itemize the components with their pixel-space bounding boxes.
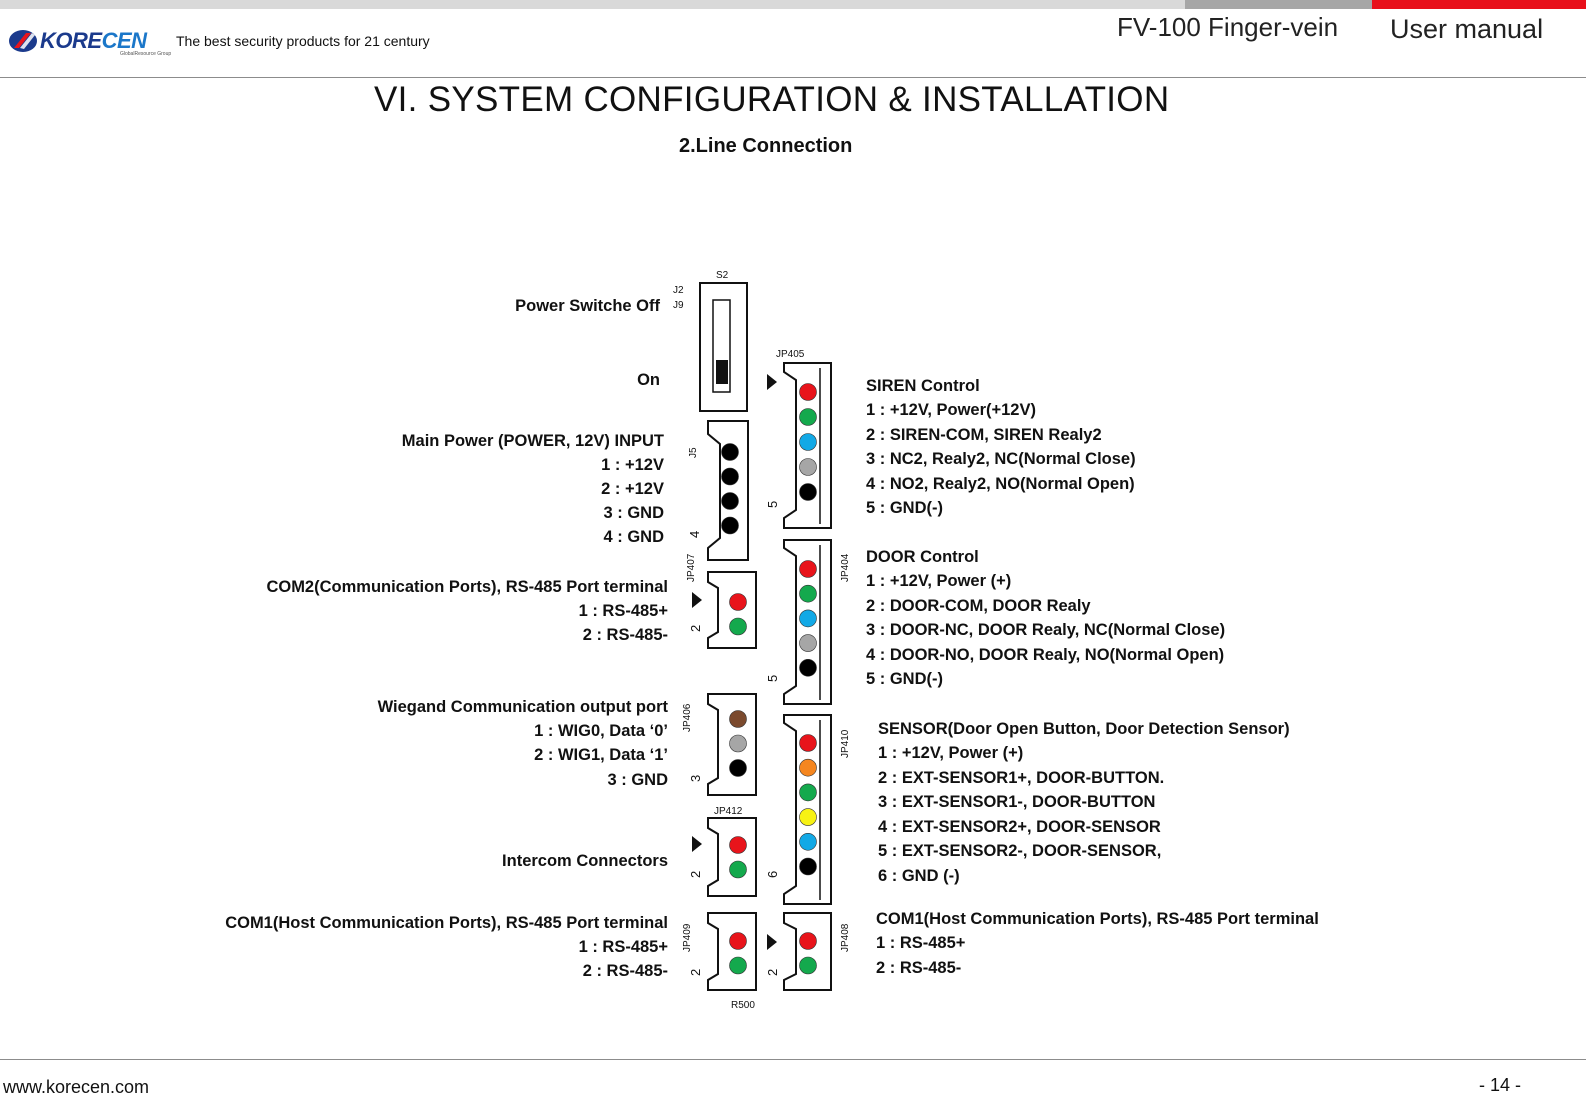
com1-left-title: COM1(Host Communication Ports), RS-485 Port terminal [225, 914, 668, 932]
siren-line-3: 3 : NC2, Realy2, NC(Normal Close) [866, 450, 1136, 468]
com2-connector [708, 572, 756, 648]
jp408-pin-1 [800, 933, 817, 950]
section-subtitle: 2.Line Connection [679, 135, 853, 157]
sensor-ref: JP410 [840, 729, 851, 758]
j5-pin-1 [722, 444, 739, 461]
wiegand-ref: JP406 [682, 703, 693, 732]
siren-line-2: 2 : SIREN-COM, SIREN Realy2 [866, 426, 1102, 444]
com1-left-connector [708, 913, 756, 990]
main-power-ref: J5 [688, 447, 699, 458]
intercom-ref: JP412 [714, 806, 743, 817]
jp404-pin-5 [800, 659, 817, 676]
com1-left-ref: JP409 [682, 923, 693, 952]
jp405-pin-5 [800, 484, 817, 501]
j5-pin-3 [722, 493, 739, 510]
com1-left-line-2: 2 : RS-485- [582, 962, 668, 980]
jp405-pin-3 [800, 434, 817, 451]
jp410-pin-4 [800, 809, 817, 826]
jp407-pin-2 [730, 618, 747, 635]
com1-right-line-2: 2 : RS-485- [876, 959, 962, 977]
jp410-pin-2 [800, 759, 817, 776]
wiegand-line-2: 2 : WIG1, Data ‘1’ [534, 746, 668, 764]
door-line-4: 4 : DOOR-NO, DOOR Realy, NO(Normal Open) [866, 646, 1225, 664]
main-power-title: Main Power (POWER, 12V) INPUT [401, 432, 664, 450]
switch-off-label: Power Switche Off [515, 297, 660, 315]
switch-ref-label: S2 [716, 270, 729, 281]
main-power-line-3: 3 : GND [603, 504, 664, 522]
jp406-pin-1 [730, 711, 747, 728]
com1-right-connector [784, 913, 831, 990]
door-line-2: 2 : DOOR-COM, DOOR Realy [866, 597, 1091, 615]
jp407-pin-1 [730, 594, 747, 611]
sensor-line-1: 1 : +12V, Power (+) [878, 744, 1024, 762]
jp406-pin-2 [730, 735, 747, 752]
com1-right-ref: JP408 [840, 923, 851, 952]
siren-line-4: 4 : NO2, Realy2, NO(Normal Open) [866, 475, 1135, 493]
switch-on-label: On [637, 371, 660, 389]
main-power-line-1: 1 : +12V [601, 456, 664, 474]
siren-pin1-marker [767, 374, 777, 390]
sensor-pincount: 6 [765, 870, 780, 878]
com1-left-line-1: 1 : RS-485+ [578, 938, 668, 956]
door-ref: JP404 [840, 553, 851, 582]
jp410-pin-1 [800, 735, 817, 752]
footer-website: www.korecen.com [3, 1077, 150, 1097]
main-power-line-2: 2 : +12V [601, 480, 664, 498]
com2-line-2: 2 : RS-485- [582, 626, 668, 644]
jp410-pin-6 [800, 858, 817, 875]
main-power-connector [708, 421, 748, 560]
jp404-pin-2 [800, 585, 817, 602]
wiegand-line-3: 3 : GND [607, 771, 668, 789]
com1-right-line-1: 1 : RS-485+ [876, 934, 966, 952]
siren-pincount: 5 [765, 500, 780, 508]
jp405-pin-2 [800, 409, 817, 426]
header-tagline: The best security products for 21 century [176, 33, 430, 49]
door-line-3: 3 : DOOR-NC, DOOR Realy, NC(Normal Close) [866, 621, 1226, 639]
door-title: DOOR Control [866, 548, 979, 566]
com2-pin1-marker [692, 592, 702, 608]
intercom-connector [708, 818, 756, 896]
footer-divider [0, 1059, 1586, 1060]
logo-subtext: GlobalResource Group [120, 51, 172, 57]
sensor-line-2: 2 : EXT-SENSOR1+, DOOR-BUTTON. [878, 769, 1165, 787]
com1-right-pincount: 2 [765, 968, 780, 976]
sensor-line-5: 5 : EXT-SENSOR2-, DOOR-SENSOR, [878, 842, 1162, 860]
jp412-pin-2 [730, 861, 747, 878]
com2-line-1: 1 : RS-485+ [578, 602, 668, 620]
jp409-pin-1 [730, 933, 747, 950]
com2-ref: JP407 [686, 553, 697, 582]
jp405-pin-4 [800, 459, 817, 476]
door-pincount: 5 [765, 674, 780, 682]
sensor-title: SENSOR(Door Open Button, Door Detection Sensor) [878, 720, 1290, 738]
siren-title: SIREN Control [866, 377, 980, 395]
jp409-pin-2 [730, 957, 747, 974]
header-product-name: FV-100 Finger-vein [1117, 12, 1339, 42]
wiegand-pins [730, 711, 747, 777]
jp405-pin-1 [800, 384, 817, 401]
section-title: VI. SYSTEM CONFIGURATION & INSTALLATION [374, 80, 1170, 119]
jp410-pin-5 [800, 833, 817, 850]
jp410-pin-3 [800, 784, 817, 801]
intercom-pin1-marker [692, 836, 702, 852]
jp404-pin-3 [800, 610, 817, 627]
com2-pincount: 2 [688, 624, 703, 632]
j5-pin-4 [722, 517, 739, 534]
com1-right-title: COM1(Host Communication Ports), RS-485 Port terminal [876, 910, 1319, 928]
wiegand-pincount: 3 [688, 774, 703, 782]
siren-line-1: 1 : +12V, Power(+12V) [866, 401, 1036, 419]
jp406-pin-3 [730, 760, 747, 777]
com1-left-pincount: 2 [688, 968, 703, 976]
sensor-line-4: 4 : EXT-SENSOR2+, DOOR-SENSOR [878, 818, 1161, 836]
footer-page-number: - 14 - [1479, 1075, 1522, 1095]
com1-right-pin1-marker [767, 934, 777, 950]
door-line-5: 5 : GND(-) [866, 670, 943, 688]
intercom-pincount: 2 [688, 870, 703, 878]
wiegand-line-1: 1 : WIG0, Data ‘0’ [534, 722, 668, 740]
switch-j2-label: J2 [673, 285, 684, 296]
door-line-1: 1 : +12V, Power (+) [866, 572, 1012, 590]
jp408-pin-2 [800, 957, 817, 974]
r500-label: R500 [731, 1000, 755, 1011]
logo-wordmark: KORECEN [40, 28, 147, 53]
main-power-line-4: 4 : GND [603, 528, 664, 546]
jp404-pin-4 [800, 635, 817, 652]
jp404-pin-1 [800, 561, 817, 578]
jp412-pin-1 [730, 837, 747, 854]
siren-line-5: 5 : GND(-) [866, 499, 943, 517]
wiegand-title: Wiegand Communication output port [377, 698, 668, 716]
siren-ref: JP405 [776, 349, 805, 360]
com2-title: COM2(Communication Ports), RS-485 Port terminal [266, 578, 668, 596]
power-switch-knob [716, 360, 728, 384]
sensor-line-6: 6 : GND (-) [878, 867, 960, 885]
j5-pin-2 [722, 468, 739, 485]
header-doc-type: User manual [1390, 14, 1544, 44]
switch-j9-label: J9 [673, 300, 684, 311]
main-power-pincount: 4 [687, 530, 702, 538]
intercom-title: Intercom Connectors [502, 852, 668, 870]
sensor-line-3: 3 : EXT-SENSOR1-, DOOR-BUTTON [878, 793, 1156, 811]
